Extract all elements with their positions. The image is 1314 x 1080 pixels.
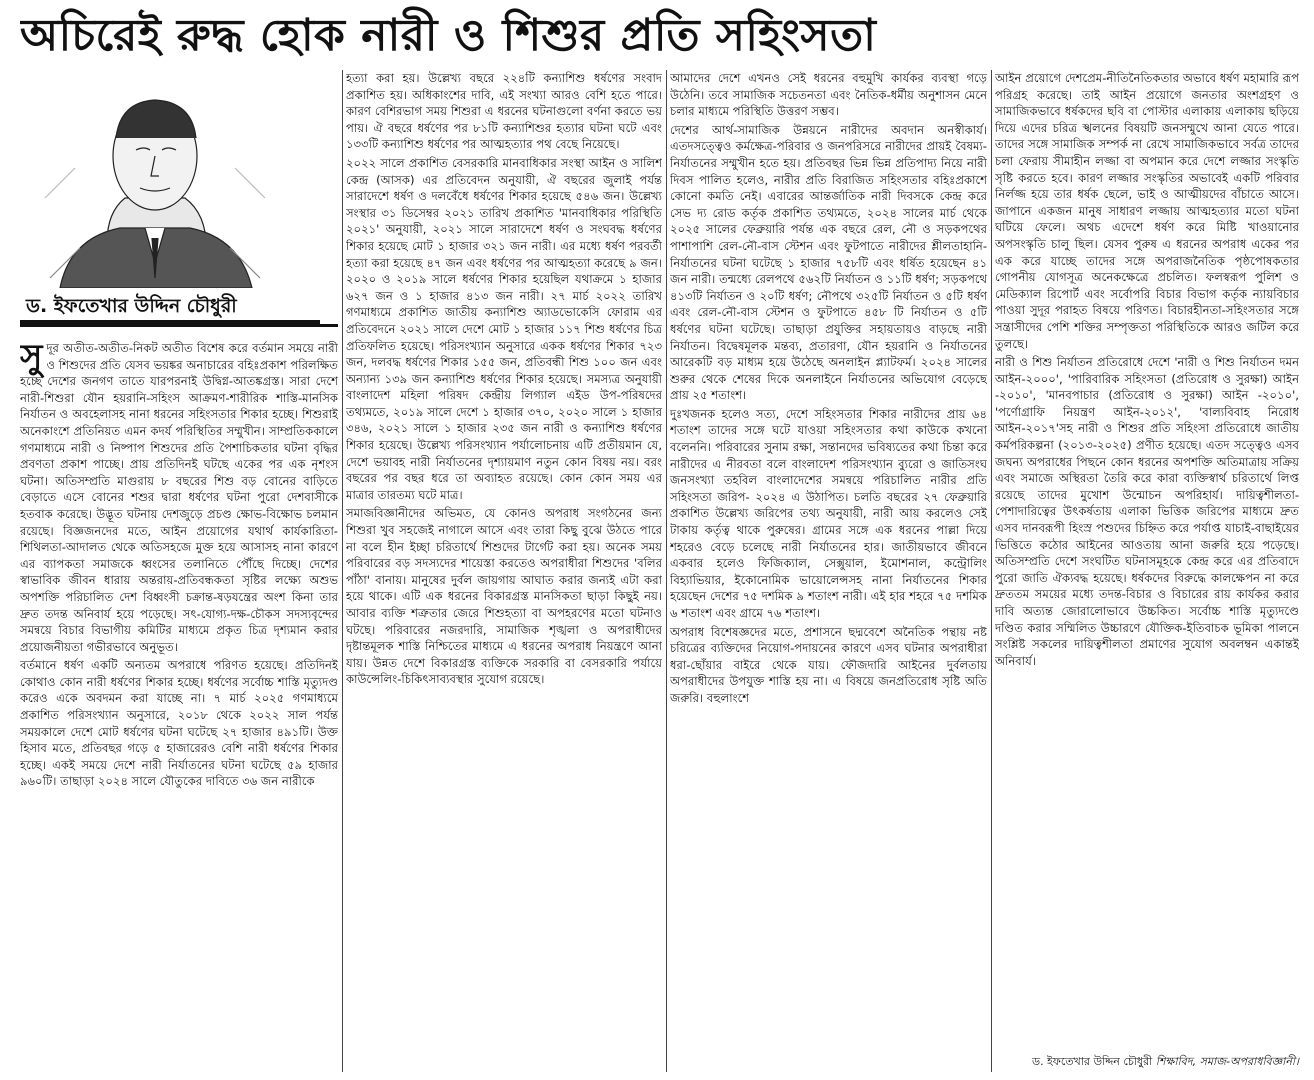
article-column-1 — [20, 340, 338, 1072]
column-divider — [991, 70, 992, 1072]
article-paragraph: আমাদের দেশে এখনও সেই ধরনের বহুমুখি কার্যকর ব্যবস্থা গড়ে উঠেনি। তবে সামাজিক সচেতনতা এবং নৈতিক-ধর্মীয় অনুশাসন মেনে চলার মাধ্যমে পরিস্থিতি উত্তরণ সম্ভব। — [670, 71, 987, 119]
author-signoff — [995, 1054, 1299, 1070]
article-column-3 — [670, 70, 987, 1072]
article-paragraph: নারী ও শিশু নির্যাতন প্রতিরোধে দেশে 'নারী ও শিশু নির্যাতন দমন আইন-২০০০', 'পারিবারিক সহিংসতা (প্রতিরোধ ও সুরক্ষা) আইন -২০১০', 'মানবপাচার (প্রতিরোধ ও সুরক্ষা) আইন -২০১০', 'পর্ণোগ্রাফি নিয়ন্ত্রণ আইন-২০১২', 'বাল্যবিবাহ নিরোধ আইন-২০১৭'সহ নারী ও শিশুর প্রতি সহিংসা প্রতিরোধে জাতীয় কর্মপরিকল্পনা (২০১৩-২০২৫) প্রণীত হয়েছে। এতদ সত্ত্বেও এসব জঘন্য অপরাধের পিছনে কোন ধরনের অপশক্তি অতিমাত্রায় সক্রিয় এবং সমাজে অস্থিরতা তৈরি করে কারা ব্যক্তিস্বার্থ চরিতার্থে লিপ্ত রয়েছে তাদের মুখোশ উন্মোচন অপরিহার্য। দায়িত্বশীলতা-পেশাদারিত্বের উৎকর্ষতায় এলাকা ভিত্তিক জরিপের মাধ্যমে দ্রুত এসব দানবরূপী হিংস্র পশুদের চিহ্নিত করে পর্যাপ্ত যাচাই-বাছাইয়ের ভিত্তিতে কঠোর আইনের আওতায় আনা জরুরি হয়ে পড়েছে। অতিসম্প্রতি দেশে সংঘটিত ঘটনাসমূহকে কেন্দ্র করে এর প্রতিবাদে পুরো জাতি ঐক্যবদ্ধ হয়েছে। ধর্ষকদের বিরুদ্ধে কালক্ষেপন না করে দ্রুততম সময়ের মধ্যে তদন্ত-বিচার ও বিচারের রায় কার্যকর করার দাবি অত্যন্ত জোরালোভাবে উচ্চকিত। সর্বোচ্চ শাস্তি মৃত্যুদণ্ডে দণ্ডিত করার সম্মিলিত উচ্চারণে যৌক্তিক-ইতিবাচক ভূমিকা পালনে সংশ্লিষ্ট সকলের দায়িত্বশীলতা প্রমাণের সুযোগ অবলম্বন একান্তই অনিবার্য। — [995, 355, 1299, 668]
article-paragraph: সমাজবিজ্ঞানীদের অভিমত, যে কোনও অপরাধ সংগঠনের জন্য শিশুরা খুব সহজেই নাগালে আসে এবং তারা কিছু বুঝে উঠতে পারে না বলে হীন ইচ্ছা চরিতার্থে শিশুদের টার্গেট করা হয়। অনেক সময় পরিবারের বড় সদস্যদের শায়েস্তা করতেও অপরাধীরা শিশুদের 'বলির পাঁঠা' বানায়। মানুষের দুর্বল জায়গায় আঘাত করার জন্যই এটা করা হয়ে থাকে। এটি এক ধরনের বিকারগ্রস্ত মানসিকতা ছাড়া কিছুই নয়। আবার ব্যক্তি শত্রুতার জেরে শিশুহত্যা বা অপহরণের মতো ঘটনাও ঘটছে। পরিবারের নজরদারি, সামাজিক শৃঙ্খলা ও অপরাধীদের দৃষ্টান্তমূলক শাস্তি নিশ্চিতের মাধ্যমে এ ধরনের অপরাধ নিয়ন্ত্রণে আনা যায়। উন্নত দেশে বিকারগ্রস্ত ব্যক্তিকে সরকারি বা বেসরকারি পর্যায়ে কাউন্সেলিং-চিকিৎসাব্যবস্থার সুযোগ রয়েছে। — [346, 506, 662, 687]
column-divider — [666, 70, 667, 1072]
article-paragraph: আইন প্রয়োগে দেশপ্রেম-নীতিনৈতিকতার অভাবে ধর্ষণ মহামারি রূপ পরিগ্রহ করেছে। তাই আইন প্রয়োগে জনতার অংশগ্রহণ ও সামাজিকভাবে ধর্ষকদের ছবি বা পোস্টার এলাকায় এলাকায় ছড়িয়ে দিয়ে এদের চরিত্র স্খলনের বিষয়টি জনসম্মুখে আনা যেতে পারে। তাদের সঙ্গে সামাজিক সম্পর্ক না রেখে সামাজিকভাবে সর্বত্র তাদের চলা ফেরায় সীমাহীন লজ্জা বা অপমান করে দেশে লজ্জার সংস্কৃতি সৃষ্টি করতে হবে। কারণ লজ্জার সংস্কৃতির অভাবেই একটি পরিবার নির্লজ্জ হয়ে তার ধর্ষক ছেলে, ভাই ও আত্মীয়দের বাঁচাতে আসে। জাপানে একজন মানুষ সাধারণ লজ্জায় আত্মহত্যার মতো ঘটনা ঘটিয়ে ফেলে। অথচ এদেশে ধর্ষণ করে মিষ্টি খাওয়ানোর অপসংস্কৃতি চালু ছিল। যেসব পুরুষ এ ধরনের অপরাধ একের পর এক করে যাচ্ছে তাদের সঙ্গে অপরাজনৈতিক পৃষ্ঠপোষকতার গোপনীয় যোগসূত্র অনেকক্ষেত্রে প্রচলিত। ফলস্বরূপ পুলিশ ও মেডিক্যাল রিপোর্ট এবং সর্বোপরি বিচার বিভাগ কর্তৃক ন্যায়বিচার পাওয়া সুদূর পরাহত বিষয়ে পরিণত। বিচারহীনতা-সহিংসতার সঙ্গে সন্ত্রাসীদের পেশি শক্তির সম্পৃক্ততা পরিস্থিতিকে আরও জটিল করে তুলছে। — [995, 71, 1299, 351]
drop-cap: সু — [20, 340, 43, 377]
article-column-4 — [995, 70, 1299, 1050]
author-byline — [20, 290, 338, 327]
article-column-2 — [346, 70, 662, 1072]
article-paragraph: দেশের আর্থ-সামাজিক উন্নয়নে নারীদের অবদান অনস্বীকার্য। এতদসত্ত্বেও কর্মক্ষেত্র-পরিবার ও জনপরিসরে নারীদের প্রায়ই বৈষম্য-নির্যাতনের সম্মুখীন হতে হয়। প্রতিবছর ভিন্ন ভিন্ন প্রতিপাদ্য নিয়ে নারী দিবস পালিত হলেও, নারীর প্রতি বিরাজিত সহিংসতার বহিঃপ্রকাশে কোনো কমতি নেই। এবারের আন্তর্জাতিক নারী দিবসকে কেন্দ্র করে সেভ দ্য রোড কর্তৃক প্রকাশিত তথ্যমতে, ২০২৪ সালের মার্চ থেকে ২০২৫ সালের ফেব্রুয়ারি পর্যন্ত এক বছরে রেল, নৌ ও সড়কপথের পাশাপাশি রেল-নৌ-বাস স্টেশন এবং ফুটপাতে নারীদের শ্লীলতাহানি-নির্যাতনের ঘটনা ঘটেছে ১ হাজার ৭৫৮টি এবং ধর্ষিত হয়েছেন ৪১ জন নারী। তন্মধ্যে রেলপথে ৫৬২টি নির্যাতন ও ১১টি ধর্ষণ; সড়কপথে ৪১৩টি নির্যাতন ও ২০টি ধর্ষণ; নৌপথে ৩২৫টি নির্যাতন ও ৫টি ধর্ষণ এবং রেল-নৌ-বাস স্টেশন ও ফুটপাতে ৪৫৮ টি নির্যাতন ও ৫টি ধর্ষণের ঘটনা ঘটেছে। তাছাড়া প্রযুক্তির সহায়তায়ও বাড়ছে নারী নির্যাতন। বিদ্বেষমূলক মন্তব্য, প্রতারণা, যৌন হয়রানি ও নির্যাতনের আরেকটি বড় মাধ্যম হয়ে উঠেছে অনলাইন প্ল্যাটফর্ম। ২০২৪ সালের শুরুর থেকে শেষের দিকে অনলাইনে নির্যাতনের অভিযোগ বেড়েছে প্রায় ২৫ শতাংশ। — [670, 122, 987, 403]
signoff-role: শিক্ষাবিদ, সমাজ-অপরাধবিজ্ঞানী। — [1155, 1055, 1299, 1068]
column-divider — [342, 70, 343, 1072]
signoff-name: ড. ইফতেখার উদ্দিন চৌধুরী — [1031, 1055, 1153, 1068]
article-paragraph: হত্যা করা হয়। উল্লেখ্য বছরে ২২৪টি কন্যাশিশু ধর্ষণের সংবাদ প্রকাশিত হয়। অধিকাংশের দাবি, এই সংখ্যা আরও বেশি হতে পারে। কারণ বেশিরভাগ সময় শিশুরা এ ধরনের ঘটনাগুলো বর্ণনা করতে ভয় পায়। ঐ বছরে ধর্ষণের পর ৮১টি কন্যাশিশুর হত্যার ঘটনা ঘটে এবং ১৩৩টি কন্যাশিশু ধর্ষণের পর আত্মহত্যার পথ বেছে নিয়েছে। — [346, 71, 662, 152]
article-paragraph: ২০২২ সালে প্রকাশিত বেসরকারি মানবাধিকার সংস্থা আইন ও সালিশ কেন্দ্র (আসক) এর প্রতিবেদন অনুযায়ী, ঐ বছরের জুলাই পর্যন্ত সারাদেশে ধর্ষণ ও দলবেঁধে ধর্ষণের শিকার হয়েছে ৫৪৬ জন। উল্লেখ্য সংস্থার ৩১ ডিসেম্বর ২০২১ তারিখ প্রকাশিত 'মানবাধিকার পরিস্থিতি ২০২১' অনুযায়ী, ২০২১ সালে সারাদেশে ধর্ষণ ও সংঘবদ্ধ ধর্ষণের শিকার হয়েছে মোট ১ হাজার ৩২১ জন নারী। এর মধ্যে ধর্ষণ পরবর্তী হত্যা করা হয়েছে ৪৭ জন এবং ধর্ষণের পর আত্মহত্যা করেছে ৯ জন। ২০২০ ও ২০১৯ সালে ধর্ষণের শিকার হয়েছিল যথাক্রমে ১ হাজার ৬২৭ জন ও ১ হাজার ৪১৩ জন নারী। ২৭ মার্চ ২০২২ তারিখ গণমাধ্যমে প্রকাশিত জাতীয় কন্যাশিশু অ্যাডভোকেসি ফোরাম এর প্রতিবেদনে ২০২১ সালে দেশে মোট ১ হাজার ১১৭ শিশু ধর্ষণের চিত্র প্রতিফলিত হয়েছে। পরিসংখ্যান অনুসারে একক ধর্ষণের শিকার ৭২৩ জন, দলবদ্ধ ধর্ষণের শিকার ১৫৫ জন, প্রতিবন্ধী শিশু ১০০ জন এবং অন্যান্য ১৩৯ জন কন্যাশিশু ধর্ষণের শিকার হয়েছে। সমস্যত্র অনুযায়ী বাংলাদেশ মহিলা পরিষদ কেন্দ্রীয় লিগ্যাল এইড উপ-পরিষদের তথ্যমতে, ২০১৯ সালে দেশে ১ হাজার ৩৭০, ২০২০ সালে ১ হাজার ৩৪৬, ২০২১ সালে ১ হাজার ২৩৫ জন নারী ও কন্যাশিশু ধর্ষণের শিকার হয়েছে। উল্লেখ্য পরিসংখ্যান পর্যালোচনায় এটি প্রতীয়মান যে, দেশে ভয়াবহ নারী নির্যাতনের দৃশ্যায়মাণ নতুন কোন বিষয় নয়। বরং বছরের পর বছর ধরে তা অব্যাহত রয়েছে। কোন কোন সময় এর মাত্রার তারতম্য ঘটে মাত্র। — [346, 155, 662, 502]
article-paragraph: দুঃখজনক হলেও সত্য, দেশে সহিংসতার শিকার নারীদের প্রায় ৬৪ শতাংশ তাদের সঙ্গে ঘটে যাওয়া সহিংসতার কথা কাউকে কখনো বলেননি। পরিবারের সুনাম রক্ষা, সন্তানদের ভবিষ্যতের কথা চিন্তা করে নারীদের এ নীরবতা বলে বাংলাদেশ পরিসংখ্যান ব্যুরো ও জাতিসংঘ জনসংখ্যা তহবিল বাংলাদেশের সমন্বয়ে পরিচালিত নারীর প্রতি সহিংসতা জরিপ- ২০২৪ এ উঠাপিত। চলতি বছরের ২৭ ফেব্রুয়ারি প্রকাশিত উল্লেখ্য জরিপের তথ্য অনুযায়ী, নারী আয় করলেও সেই টাকায় কর্তৃত্ব থাকে পুরুষের। গ্রামের সঙ্গে এক ধরনের পাল্লা দিয়ে শহরেও বেড়ে চলেছে নারী নির্যাতনের হার। জাতীয়ভাবে জীবনে একবার হলেও ফিজিক্যাল, সেক্সুয়াল, ইমোশনাল, কন্ট্রোলিং বিহ্যাভিয়ার, ইকোনোমিক ভায়োলেন্সসহ নানা নির্যাতনের শিকার হয়েছেন দেশের ৭৫ দশমিক ৯ শতাংশ নারী। এই হার শহরে ৭৫ দশমিক ৬ শতাংশ এবং গ্রামে ৭৬ শতাংশ। — [670, 406, 987, 620]
headline: অচিরেই রুদ্ধ হোক নারী ও শিশুর প্রতি সহিংসতা — [20, 10, 877, 61]
author-portrait — [40, 78, 270, 288]
article-paragraph: বর্তমানে ধর্ষণ একটি অন্যতম অপরাধে পরিণত হয়েছে। প্রতিদিনই কোথাও কোন নারী ধর্ষণের শিকার হচ্ছে। ধর্ষণের সর্বোচ্চ শাস্তি মৃত্যুদণ্ড করেও একে অবদমন করা যাচ্ছে না। ৭ মার্চ ২০২৫ গণমাধ্যমে প্রকাশিত পরিসংখ্যান অনুসারে, ২০১৮ থেকে ২০২২ সাল পর্যন্ত সময়কালে দেশে মোট ধর্ষণের ঘটনা ঘটেছে ২৭ হাজার ৪৯১টি। উক্ত হিসাব মতে, প্রতিবছর গড়ে ৫ হাজারেরও বেশি নারী ধর্ষণের শিকার হচ্ছে। একই সময়ে দেশে নারী নির্যাতনের ঘটনা ঘটেছে ৫৯ হাজার ৯৬০টি। তাছাড়া ২০২৪ সালে যৌতুকের দাবিতে ৩৬ জন নারীকে — [20, 658, 338, 789]
article-paragraph: অপরাধ বিশেষজ্ঞদের মতে, প্রশাসনে ছদ্মবেশে অনৈতিক পন্থায় নষ্ট চরিত্রের ব্যক্তিদের নিয়োগ-পদায়নের কারণে এসব ঘটনার অপরাধীরা ধরা-ছোঁয়ার বাইরে থেকে যায়। ফৌজদারি আইনের দুর্বলতায় অপরাধীদের উপযুক্ত শাস্তি হয় না। এ বিষয়ে জনপ্রতিরোধ সৃষ্টি অতি জরুরি। বহুলাংশে — [670, 624, 987, 705]
article-paragraph: সুদূর অতীত-অতীত-নিকট অতীত বিশেষ করে বর্তমান সময়ে নারী ও শিশুদের প্রতি যেসব ভয়ঙ্কর অনাচারের বহিঃপ্রকাশ পরিলক্ষিত হচ্ছে দেশের জনগণ তাতে যারপরনাই উদ্বিগ্ন-আতঙ্কগ্রস্ত। সারা দেশে নারী-শিশুরা যৌন হয়রানি-সহিংস আক্রমণ-শারীরিক শাস্তি-মানসিক নির্যাতন ও অবহেলাসহ নানা ধরনের সহিংসতার শিকার হচ্ছে। শিশুরাই অনেকাংশে প্রতিনিয়ত এমন কদর্য পরিস্থিতির সম্মুখীন। সাম্প্রতিককালে গণমাধ্যমে নারী ও নিষ্পাপ শিশুদের প্রতি পৈশাচিকতার ঘটনা বৃদ্ধির প্রবণতা প্রকাশ পাচ্ছে। প্রায় প্রতিদিনই ঘটছে একের পর এক নৃশংস ঘটনা। অতিসম্প্রতি মাগুরায় ৮ বছরের শিশু বড় বোনের বাড়িতে বেড়াতে এসে বোনের শশুর দ্বারা ধর্ষণের ঘটনা পুরো দেশবাসীকে হতবাক করেছে। উদ্ভূত ঘটনায় দেশজুড়ে প্রচণ্ড ক্ষোভ-বিক্ষোভ চলমান রয়েছে। বিজ্ঞজনদের মতে, আইন প্রয়োগের যথার্থ কার্যকারিতা-শিথিলতা-আদালত থেকে অতিসহজে মুক্ত হয়ে আসাসহ নানা কারণে এর ব্যাপকতা সমাজকে ধ্বংসের তলানিতে পৌঁছে দিচ্ছে। দেশের স্বাভাবিক জীবন ধারায় অন্তরায়-প্রতিবন্ধকতা সৃষ্টির লক্ষ্যে অশুভ অপশক্তি পরিচালিত দেশ বিধ্বংসী চক্রান্ত-ষড়যন্ত্রের অংশ কিনা তার দ্রুত তদন্ত অনিবার্য হয়ে পড়েছে। সৎ-যোগ্য-দক্ষ-চৌকস সদস্যবৃন্দের সমন্বয়ে বিচার বিভাগীয় কমিটির মাধ্যমে প্রকৃত চিত্র দৃশ্যমান করার প্রয়োজনীয়তা গভীরভাবে অনুভূত। — [20, 340, 338, 654]
byline-underline — [20, 320, 320, 324]
author-name: ড. ইফতেখার উদ্দিন চৌধুরী — [26, 295, 237, 317]
